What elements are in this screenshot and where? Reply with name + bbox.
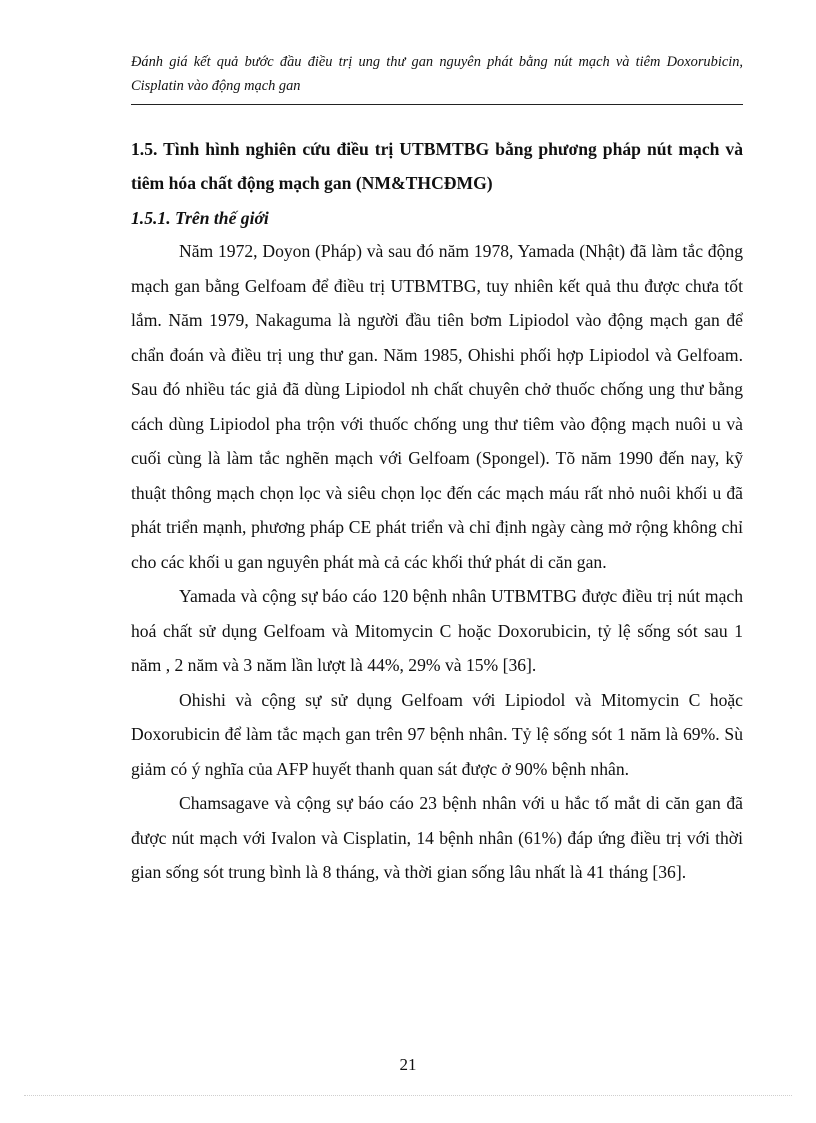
body-paragraph-1: Năm 1972, Doyon (Pháp) và sau đó năm 1978, Yamada (Nhật) đã làm tắc động mạch gan bằng Gelfoam để điều trị UTBMTBG, tuy nhiên kết quả thu được chưa tốt lắm. Năm 1979, Nakaguma là người đầu tiên bơm Lipiodol vào động mạch gan để chẩn đoán và điều trị ung thư gan. Năm 1985, Ohishi phối hợp Lipiodol và Gelfoam. Sau đó nhiều tác giả đã dùng Lipiodol nh chất chuyên chở thuốc chống ung thư bằng cách dùng Lipiodol pha trộn với thuốc chống ung thư tiêm vào động mạch nuôi u và cuối cùng là làm tắc nghẽn mạch với Gelfoam (Spongel). Tõ năm 1990 đến nay, kỹ thuật thông mạch chọn lọc và siêu chọn lọc đến các mạch máu rất nhỏ nuôi khối u đã phát triển mạnh, phương pháp CE phát triển và chỉ định ngày càng mở rộng không chỉ cho các khối u gan nguyên phát mà cả các khối thứ phát di căn gan. (131, 241, 743, 572)
footer-divider (24, 1095, 792, 1096)
subsection-heading: 1.5.1. Trên thế giới (131, 208, 269, 228)
running-header: Đánh giá kết quả bước đầu điều trị ung thư gan nguyên phát bằng nút mạch và tiêm Doxorubicin, Cisplatin vào động mạch gan (131, 54, 743, 94)
page-number: 21 (399, 1055, 417, 1074)
body-paragraph-2: Yamada và cộng sự báo cáo 120 bệnh nhân UTBMTBG được điều trị nút mạch hoá chất sử dụng Gelfoam và Mitomycin C hoặc Doxorubicin, tỷ lệ sống sót sau 1 năm , 2 năm và 3 năm lần lượt là 44%, 29% và 15% [36]. (131, 586, 743, 675)
body-paragraph-3: Ohishi và cộng sự sử dụng Gelfoam với Lipiodol và Mitomycin C hoặc Doxorubicin để làm tắc mạch gan trên 97 bệnh nhân. Tỷ lệ sống sót 1 năm là 69%. Sù giảm có ý nghĩa của AFP huyết thanh quan sát được ở 90% bệnh nhân. (131, 689, 743, 779)
page-content (131, 132, 743, 890)
section-heading: 1.5. Tình hình nghiên cứu điều trị UTBMTBG bằng phương pháp nút mạch và tiêm hóa chất động mạch gan (NM&THCĐMG) (131, 139, 743, 193)
body-paragraph-4: Chamsagave và cộng sự báo cáo 23 bệnh nhân với u hắc tố mắt di căn gan đã được nút mạch với Ivalon và Cisplatin, 14 bệnh nhân (61%) đáp ứng điều trị với thời gian sống sót trung bình là 8 tháng, và thời gian sống lâu nhất là 41 tháng [36]. (131, 793, 743, 882)
header-divider (131, 104, 743, 105)
